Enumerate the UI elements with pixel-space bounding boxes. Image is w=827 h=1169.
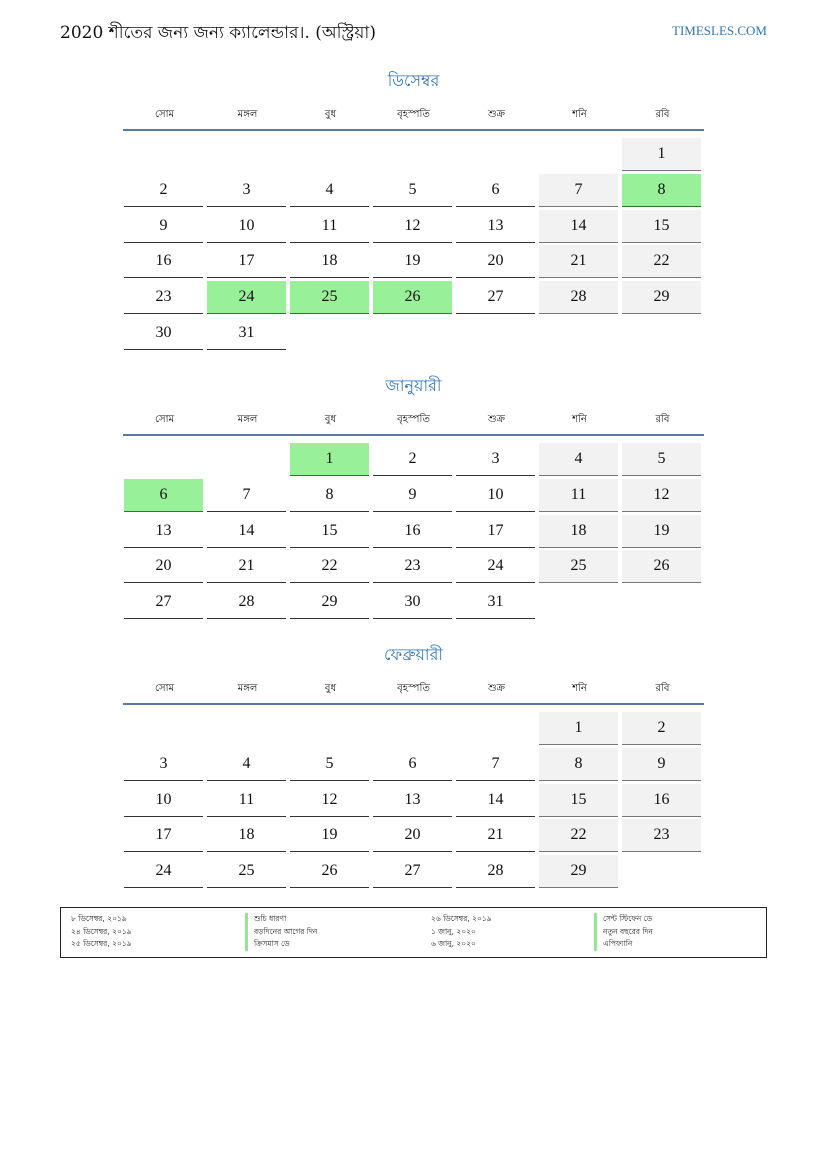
month-february (123, 642, 704, 880)
legend-date: ২৫ ডিসেম্বর, ২০১৯ (71, 939, 132, 948)
weekday-label: মঙ্গল (237, 109, 258, 120)
day-cell: 2 (124, 174, 203, 207)
day-cell: 11 (207, 784, 286, 817)
weekday-label: বুধ (324, 414, 337, 425)
day-cell: 14 (539, 210, 618, 243)
day-cell: 13 (373, 784, 452, 817)
day-cell: 4 (539, 443, 618, 476)
day-cell: 27 (456, 281, 535, 314)
day-cell: 11 (539, 479, 618, 512)
weekday-label: মঙ্গল (237, 683, 258, 694)
weekday-label: সোম (154, 683, 175, 694)
day-cell: 9 (373, 479, 452, 512)
legend-date: ৮ ডিসেম্বর, ২০১৯ (71, 914, 127, 923)
day-cell: 29 (539, 855, 618, 888)
legend-holiday-name: সেন্ট স্টিফেন ডে (594, 913, 653, 926)
day-cell: 22 (290, 550, 369, 583)
day-cell: 25 (207, 855, 286, 888)
day-cell: 10 (207, 210, 286, 243)
legend-holiday-name: বড়দিনের আগের দিন (245, 926, 317, 939)
legend-date: ৬ জানু, ২০২০ (431, 939, 476, 948)
day-cell: 23 (373, 550, 452, 583)
day-cell: 24 (124, 855, 203, 888)
day-cell: 29 (290, 586, 369, 619)
day-cell: 6 (373, 748, 452, 781)
legend-date: ১ জানু, ২০২০ (431, 926, 476, 936)
legend-dates-left (71, 913, 132, 951)
day-cell: 19 (622, 515, 701, 548)
day-cell: 15 (539, 784, 618, 817)
day-cell: 16 (373, 515, 452, 548)
weekday-label: বৃহস্পতি (397, 414, 430, 425)
day-cell: 23 (622, 819, 701, 852)
day-cell: 28 (456, 855, 535, 888)
day-cell: 9 (622, 748, 701, 781)
weekday-header (123, 678, 704, 700)
day-cell: 14 (456, 784, 535, 817)
weekday-label: বৃহস্পতি (397, 109, 430, 120)
day-cell: 28 (539, 281, 618, 314)
day-cell: 12 (373, 210, 452, 243)
day-cell: 27 (124, 586, 203, 619)
day-cell: 22 (539, 819, 618, 852)
day-cell: 10 (456, 479, 535, 512)
day-cell: 21 (207, 550, 286, 583)
weekday-label: শনি (572, 683, 587, 694)
day-cell: 2 (373, 443, 452, 476)
day-cell: 4 (207, 748, 286, 781)
day-cell: 31 (207, 317, 286, 350)
weekday-label: রবি (655, 414, 670, 425)
weekday-label: রবি (655, 683, 670, 694)
day-cell: 17 (207, 245, 286, 278)
day-cell: 9 (124, 210, 203, 243)
day-cell: 16 (622, 784, 701, 817)
day-cell: 18 (290, 245, 369, 278)
day-cell: 21 (456, 819, 535, 852)
day-cell: 13 (456, 210, 535, 243)
weekday-label: শনি (572, 109, 587, 120)
holiday-day-cell: 1 (290, 443, 369, 476)
page-title: 2020 শীতের জন্য জন্য ক্যালেন্ডার।. (অস্ট্রিয়া) (60, 23, 376, 43)
day-cell: 7 (456, 748, 535, 781)
weekday-label: বুধ (324, 109, 337, 120)
day-cell: 5 (290, 748, 369, 781)
month-title: ডিসেম্বর (387, 71, 440, 90)
day-cell: 8 (290, 479, 369, 512)
day-cell: 15 (622, 210, 701, 243)
legend-names-left (245, 913, 317, 951)
month-title: জানুয়ারী (385, 376, 442, 395)
month-december (123, 68, 704, 341)
day-cell: 3 (456, 443, 535, 476)
legend-holiday-name: নতুন বছরের দিন (594, 926, 653, 939)
weekday-label: বুধ (324, 683, 337, 694)
legend-date: ২৬ ডিসেম্বর, ২০১৯ (431, 914, 492, 923)
header-divider (123, 703, 704, 705)
holiday-day-cell: 8 (622, 174, 701, 207)
day-cell: 30 (373, 586, 452, 619)
day-cell: 6 (456, 174, 535, 207)
day-cell: 1 (539, 712, 618, 745)
day-cell: 13 (124, 515, 203, 548)
day-cell: 18 (207, 819, 286, 852)
weekday-header (123, 104, 704, 126)
weekday-label: রবি (655, 109, 670, 120)
holiday-day-cell: 25 (290, 281, 369, 314)
day-cell: 2 (622, 712, 701, 745)
day-cell: 12 (290, 784, 369, 817)
day-cell: 5 (622, 443, 701, 476)
day-cell: 7 (539, 174, 618, 207)
day-cell: 7 (207, 479, 286, 512)
day-cell: 8 (539, 748, 618, 781)
holiday-day-cell: 6 (124, 479, 203, 512)
legend-holiday-name: এপিফ্যানি (594, 938, 653, 951)
day-cell: 17 (124, 819, 203, 852)
holiday-day-cell: 24 (207, 281, 286, 314)
header-divider (123, 434, 704, 436)
weekday-label: শুক্র (488, 683, 505, 694)
day-cell: 18 (539, 515, 618, 548)
day-cell: 30 (124, 317, 203, 350)
day-cell: 26 (290, 855, 369, 888)
legend-holiday-name: শুচি ধারণা (245, 913, 317, 926)
legend-names-right (594, 913, 653, 951)
weekday-label: সোম (154, 414, 175, 425)
day-cell: 11 (290, 210, 369, 243)
day-cell: 12 (622, 479, 701, 512)
day-cell: 19 (290, 819, 369, 852)
day-cell: 1 (622, 138, 701, 171)
weekday-label: সোম (154, 109, 175, 120)
weekday-label: বৃহস্পতি (397, 683, 430, 694)
day-cell: 20 (456, 245, 535, 278)
day-cell: 27 (373, 855, 452, 888)
day-cell: 29 (622, 281, 701, 314)
day-cell: 20 (124, 550, 203, 583)
day-cell: 3 (124, 748, 203, 781)
weekday-label: শুক্র (488, 414, 505, 425)
day-cell: 31 (456, 586, 535, 619)
legend-date: ২৪ ডিসেম্বর, ২০১৯ (71, 926, 132, 936)
legend-dates-right (431, 913, 492, 951)
day-cell: 16 (124, 245, 203, 278)
day-cell: 24 (456, 550, 535, 583)
day-cell: 21 (539, 245, 618, 278)
day-cell: 15 (290, 515, 369, 548)
weekday-label: মঙ্গল (237, 414, 258, 425)
day-cell: 17 (456, 515, 535, 548)
header-divider (123, 129, 704, 131)
holiday-legend (60, 907, 767, 958)
day-cell: 23 (124, 281, 203, 314)
weekday-label: শনি (572, 414, 587, 425)
month-january (123, 373, 704, 611)
day-cell: 28 (207, 586, 286, 619)
day-cell: 14 (207, 515, 286, 548)
day-cell: 4 (290, 174, 369, 207)
day-cell: 25 (539, 550, 618, 583)
day-cell: 20 (373, 819, 452, 852)
holiday-day-cell: 26 (373, 281, 452, 314)
day-cell: 5 (373, 174, 452, 207)
weekday-header (123, 409, 704, 431)
day-cell: 3 (207, 174, 286, 207)
day-cell: 10 (124, 784, 203, 817)
day-cell: 19 (373, 245, 452, 278)
site-link[interactable]: TIMESLES.COM (672, 23, 767, 38)
day-cell: 22 (622, 245, 701, 278)
month-title: ফেব্রুয়ারী (384, 645, 443, 664)
weekday-label: শুক্র (488, 109, 505, 120)
legend-holiday-name: ক্রিসমাস ডে (245, 938, 317, 951)
day-cell: 26 (622, 550, 701, 583)
